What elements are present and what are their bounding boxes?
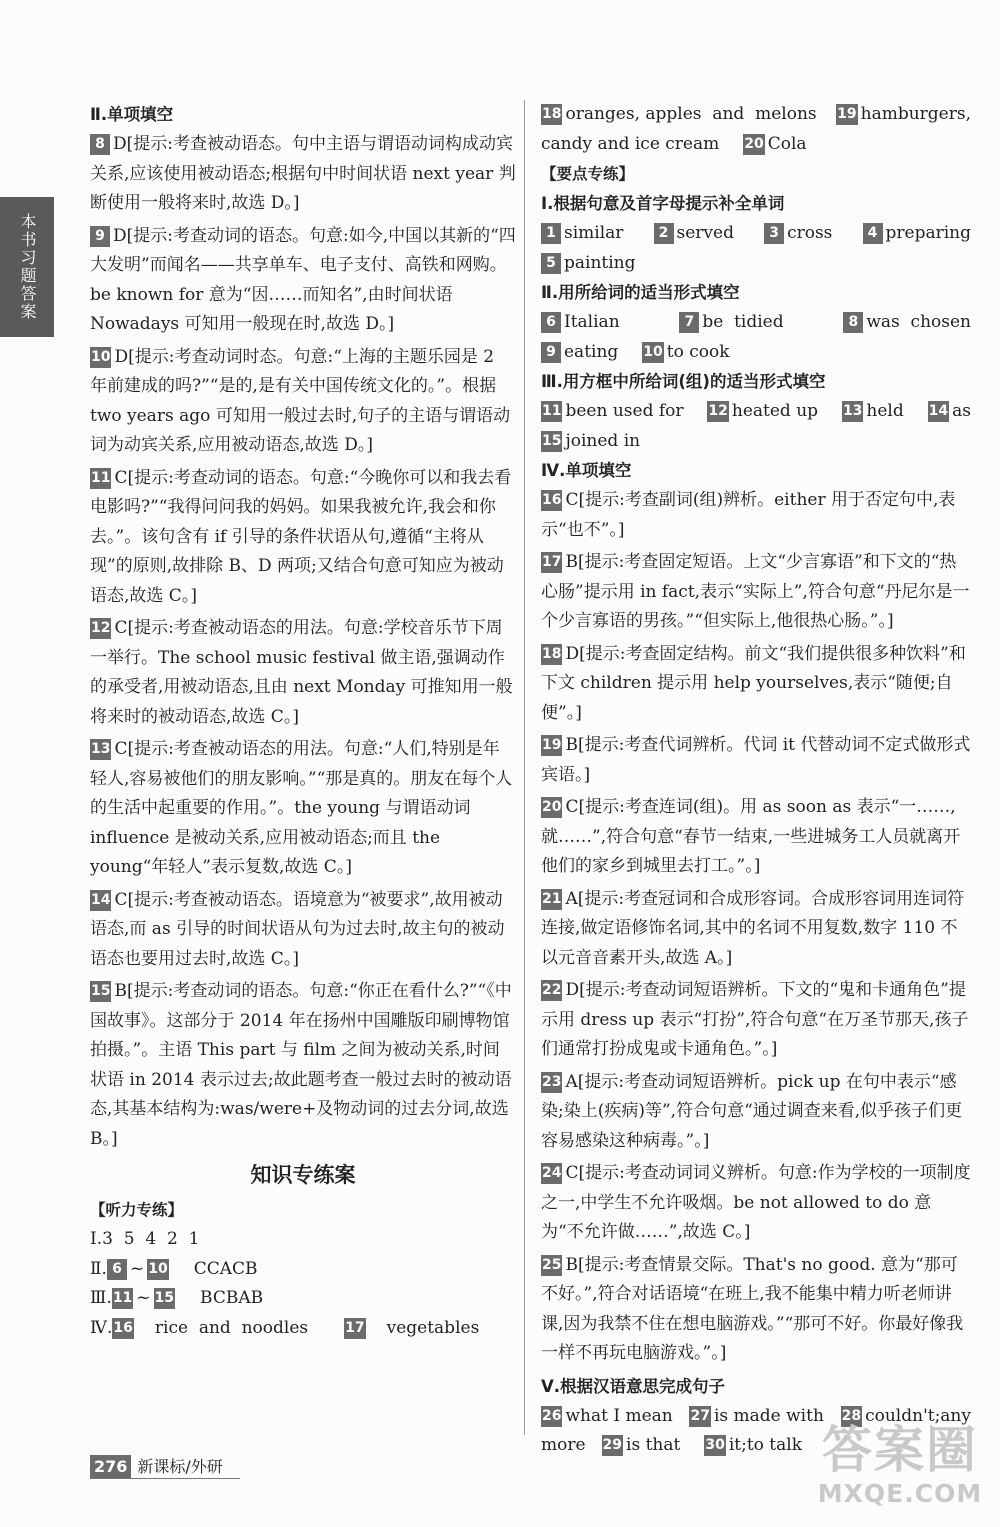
answer: vegetables	[386, 1317, 480, 1338]
question-number: 6	[107, 1259, 127, 1280]
question-number: 12	[707, 401, 728, 422]
answer-item	[541, 1068, 971, 1157]
section-heading: Ⅰ.根据句意及首字母提示补全单词	[541, 194, 785, 213]
question-number: 11	[112, 1288, 133, 1309]
question-number: 28	[841, 1406, 862, 1427]
question-number: 2	[654, 223, 674, 244]
watermark-logo	[814, 1420, 986, 1508]
answer-text: D[提示:考查固定结构。前文“我们提供很多种饮料”和下文 children 提示用 help yourselves,表示“随便;自便”。]	[541, 643, 966, 723]
answer: was chosen	[866, 312, 971, 332]
question-number: 23	[541, 1072, 562, 1093]
answer-line	[541, 397, 971, 427]
answer-text: D[提示:考查动词短语辨析。下文的“鬼和卡通角色”提示用 dress up 表示“打扮”,符合句意“在万圣节那天,孩子们通常打扮成鬼或卡通角色。”。]	[541, 980, 969, 1059]
watermark-text: 答案圈	[822, 1421, 978, 1479]
answers: BCBAB	[200, 1288, 264, 1308]
answer-text: C[提示:考查被动语态。语境意为“被要求”,故用被动语态,而 as 引导的时间状语从句为过去时,故主句的被动语态也要用过去时,故选 C。]	[90, 889, 505, 969]
question-number: 12	[90, 618, 111, 639]
answer: what I mean	[565, 1405, 673, 1426]
answer: Cola	[767, 133, 807, 154]
question-number: 26	[541, 1406, 562, 1427]
page-number: 276	[90, 1455, 131, 1479]
answer: oranges, apples and melons	[565, 104, 817, 124]
answer-text: D[提示:考查动词时态。句意:“上海的主题乐园是 2 年前建成的吗?”“是的,是有关中国传统文化的。”。根据 two years ago 可知用一般过去时,句子的主语与谓语动词为动宾关系,应用被动语态,故选 D。]	[90, 346, 511, 455]
answer-item	[90, 222, 516, 340]
answers: 3 5 4 2 1	[102, 1229, 200, 1249]
section-heading: Ⅳ.单项填空	[541, 461, 632, 480]
question-number: 15	[154, 1288, 175, 1309]
answer-text: C[提示:考查动词的语态。句意:“今晚你可以和我去看电影吗?”“我得问问我的妈妈。如果我被允许,我会和你去。”。该句含有 if 引导的条件状语从句,遵循“主将从现”的原则,故排除 B、D 两项;又结合句意可知应为被动语态,故选 C。]	[90, 467, 512, 606]
section-heading: Ⅴ.根据汉语意思完成句子	[541, 1376, 726, 1396]
question-number: 7	[679, 312, 699, 333]
question-number: 16	[541, 490, 562, 511]
answer-text: B[提示:考查情景交际。That's no good. 意为“那可不好。”,符合对话语境“在班上,我不能集中精力听老师讲课,因为我禁不住在想电脑游戏。”“那可不好。你最好像我一样不再玩电脑游戏。”。]	[541, 1254, 964, 1363]
answer-item	[541, 486, 971, 545]
answer: cross	[787, 223, 833, 243]
section-title: 知识专练案	[250, 1163, 356, 1187]
right-column	[541, 100, 971, 1461]
question-number: 8	[90, 134, 110, 155]
side-tab	[0, 197, 54, 337]
answer: Italian	[564, 312, 620, 332]
answer: it;to talk	[728, 1435, 802, 1455]
question-number: 22	[541, 980, 562, 1001]
answer-item	[90, 343, 516, 461]
part-label: Ⅱ.	[90, 1258, 107, 1279]
listening-continued-line-1	[541, 100, 971, 130]
question-number: 27	[689, 1406, 710, 1427]
answer: is made with	[713, 1405, 824, 1426]
answer-line	[541, 308, 971, 338]
answer-item	[90, 130, 516, 219]
question-number: 9	[90, 226, 110, 247]
answer: painting	[564, 252, 636, 273]
answer-text: B[提示:考查代词辨析。代词 it 代替动词不定式做形式宾语。]	[541, 735, 971, 785]
answer: rice and noodles	[154, 1317, 309, 1338]
column-divider	[524, 100, 525, 1435]
question-number: 13	[90, 739, 111, 760]
question-number: 13	[842, 401, 863, 422]
part-label: Ⅳ.	[90, 1317, 113, 1338]
question-number: 29	[602, 1435, 623, 1456]
answer-item	[90, 977, 516, 1154]
answer-text: D[提示:考查被动语态。句中主语与谓语动词构成动宾关系,应该使用被动语态;根据句中时间状语 next year 判断使用一般将来时,故选 D。]	[90, 134, 516, 213]
key-points-header: 【要点专练】	[541, 165, 635, 183]
listening-header: 【听力专练】	[90, 1201, 184, 1219]
listening-line-1	[90, 1225, 516, 1255]
question-number: 14	[928, 401, 949, 422]
question-number: 1	[541, 223, 561, 244]
answers: CCACB	[193, 1258, 258, 1279]
answer-line	[541, 219, 971, 249]
footer-rule	[90, 1478, 240, 1479]
listening-line-3: Ⅲ.11 ~ 15 BCBAB	[90, 1288, 264, 1308]
answer-text: C[提示:考查连词(组)。用 as soon as 表示“一……,就……”,符合句意“春节一结束,一些进城务工人员就离开他们的家乡到城里去打工。”。]	[541, 797, 961, 876]
question-number: 11	[541, 401, 562, 422]
answer-text: D[提示:考查动词的语态。句意:如今,中国以其新的“四大发明”而闻名——共享单车、电子支付、高铁和网购。be known for 意为“因……而知名”,由时间状语 Nowadays 可知用一般现在时,故选 D。]	[90, 225, 516, 334]
answer-text: B[提示:考查固定短语。上文“少言寡语”和下文的“热心肠”提示用 in fact,表示“实际上”,符合句意“丹尼尔是一个少言寡语的男孩。”“但实际上,他很热心肠。”。]	[541, 552, 970, 631]
question-number: 18	[541, 644, 562, 665]
answer-line	[541, 427, 971, 457]
question-number: 17	[541, 552, 562, 573]
answer-text: C[提示:考查副词(组)辨析。either 用于否定句中,表示“也不”。]	[541, 490, 956, 540]
answer-text: C[提示:考查被动语态的用法。句意:学校音乐节下周一举行。The school music festival 做主语,强调动作的承受者,用被动语态,且由 next Monday 可推知用一般将来时的被动语态,故选 C。]	[90, 618, 513, 727]
answer-item	[541, 640, 971, 729]
answer: candy and ice cream	[541, 133, 720, 154]
question-number: 10	[642, 342, 663, 363]
question-number: 21	[541, 889, 562, 910]
answer-text: B[提示:考查动词的语态。句意:“你正在看什么?”“《中国故事》。这部分于 2014 年在扬州中国雕版印刷博物馆拍摄。”。主语 This part 与 film 之间为被动关系,时间状语 in 2014 表示过去;故此题考查一般过去时的被动语态,其基本结构为:was/were+及物动词的过去分词,故选 B。]	[90, 981, 512, 1149]
question-number: 19	[541, 735, 562, 756]
question-number: 11	[90, 468, 111, 489]
watermark-url: MXQE.COM	[817, 1479, 983, 1508]
question-number: 20	[541, 797, 562, 818]
section-heading: Ⅲ.用方框中所给词(组)的适当形式填空	[541, 372, 826, 391]
answer: heated up	[731, 401, 819, 421]
answer: served	[676, 223, 734, 243]
answer: is that	[626, 1435, 681, 1455]
part-label: Ⅲ.	[90, 1288, 112, 1308]
answer-line	[541, 338, 971, 368]
question-number: 4	[863, 223, 883, 244]
question-number: 17	[344, 1318, 365, 1339]
question-number: 16	[112, 1318, 133, 1339]
answer: couldn't;any	[865, 1405, 971, 1426]
answer-item	[90, 614, 516, 732]
question-number: 10	[147, 1259, 168, 1280]
side-tab-label: 本书习题答案	[18, 213, 37, 321]
answer-item	[90, 735, 516, 883]
left-column	[90, 100, 516, 1343]
question-number: 10	[90, 347, 111, 368]
section-heading: Ⅱ.单项填空	[90, 105, 174, 124]
question-number: 3	[764, 223, 784, 244]
listening-continued-line-2	[541, 130, 971, 160]
answer-item	[541, 976, 971, 1065]
question-number: 5	[541, 253, 561, 274]
answer: held	[866, 401, 904, 421]
answer-item	[541, 731, 971, 790]
listening-line-2: Ⅱ. 6 ~ 10 CCACB	[90, 1258, 258, 1279]
answer: eating	[564, 341, 619, 362]
question-number: 24	[541, 1163, 562, 1184]
question-number: 15	[90, 981, 111, 1002]
answer: been used for	[565, 401, 684, 421]
answer: as	[952, 401, 971, 421]
answer-item	[541, 793, 971, 882]
listening-line-4	[90, 1314, 516, 1344]
answer: be tidied	[702, 312, 784, 332]
answer-item	[541, 1159, 971, 1248]
answer-text: A[提示:考查动词短语辨析。pick up 在句中表示“感染;染上(疾病)等”,符合句意“通过调查来看,似乎孩子们更容易感染这种病毒。”。]	[541, 1071, 963, 1151]
answer-item	[541, 1251, 971, 1369]
edition-label: 新课标/外研	[137, 1457, 223, 1476]
question-number: 9	[541, 342, 561, 363]
answer: similar	[564, 223, 624, 243]
question-number: 15	[541, 431, 562, 452]
question-number: 20	[743, 134, 764, 155]
answer: to cook	[666, 341, 730, 362]
part-label: Ⅰ.	[90, 1229, 103, 1249]
question-number: 6	[541, 312, 561, 333]
answer-line	[541, 249, 971, 279]
answer-text: C[提示:考查动词词义辨析。句意:作为学校的一项制度之一,中学生不允许吸烟。be not allowed to do 意为“不允许做……”,故选 C。]	[541, 1163, 971, 1242]
answer-text: C[提示:考查被动语态的用法。句意:“人们,特别是年轻人,容易被他们的朋友影响。”“那是真的。朋友在每个人的生活中起重要的作用。”。the young 与谓语动词 influence 是被动关系,应用被动语态;而且 the young“年轻人”表示复数,故选 C。]	[90, 739, 513, 877]
answer-text: A[提示:考查冠词和合成形容词。合成形容词用连词符连接,做定语修饰名词,其中的名词不用复数,数字 110 不以元音音素开头,故选 A。]	[541, 888, 965, 968]
answer: preparing	[885, 223, 971, 243]
question-number: 25	[541, 1255, 562, 1276]
answer-item	[541, 885, 971, 974]
question-number: 8	[843, 312, 863, 333]
question-number: 14	[90, 890, 111, 911]
answer: joined in	[565, 430, 641, 451]
answer: more	[541, 1435, 586, 1455]
question-number: 30	[704, 1435, 725, 1456]
answer-item	[541, 548, 971, 637]
question-number: 18	[541, 104, 562, 125]
answer: hamburgers,	[860, 104, 971, 124]
section-heading: Ⅱ.用所给词的适当形式填空	[541, 283, 740, 302]
answer-item	[90, 464, 516, 612]
answer-item	[90, 886, 516, 975]
question-number: 19	[836, 104, 857, 125]
